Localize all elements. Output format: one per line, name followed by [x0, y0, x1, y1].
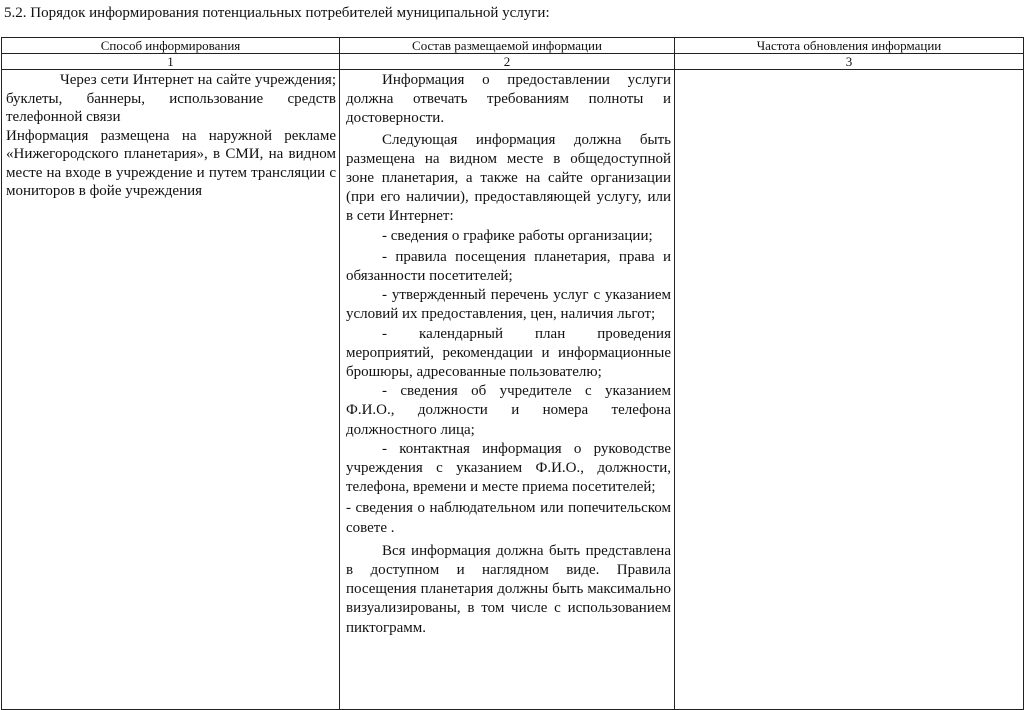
content-list-item: - календарный план проведения мероприятий, рекомендации и информационные брошюры, адресованные пользователю;	[346, 325, 671, 381]
section-heading: 5.2. Порядок информирования потенциальных потребителей муниципальной услуги:	[4, 5, 550, 21]
method-paragraph: Информация размещена на наружной рекламе «Нижегородского планетария», в СМИ, на видном месте на входе в учреждение и путем трансляции с мониторов в фойе учреждения	[6, 127, 336, 199]
column-number-3: 3	[675, 54, 1024, 70]
content-list-item: - сведения о графике работы организации;	[382, 227, 653, 244]
method-paragraph: Через сети Интернет на сайте учреждения; буклеты, баннеры, использование средств телефонной связи	[6, 72, 336, 125]
frequency-cell	[675, 70, 1024, 710]
method-cell	[2, 70, 340, 710]
column-number-2: 2	[340, 54, 675, 70]
column-number-row	[2, 54, 1024, 70]
content-paragraph: Следующая информация должна быть размещена на видном месте в общедоступной зоне планетария, а также на сайте организации (при его наличии), предоставляющей услугу, или в сети Интернет:	[346, 131, 671, 225]
content-cell	[340, 70, 675, 710]
content-list-item: - сведения об учредителе с указанием Ф.И.О., должности и номера телефона должностного лица;	[346, 383, 671, 438]
table-header-row	[2, 38, 1024, 54]
column-header-method: Способ информирования	[2, 38, 340, 54]
content-list-item: - сведения о наблюдательном или попечительском совете .	[346, 500, 671, 536]
informing-table	[1, 37, 1024, 710]
column-number-1: 1	[2, 54, 340, 70]
content-list-item: - контактная информация о руководстве учреждения с указанием Ф.И.О., должности, телефона, времени и месте приема посетителей;	[346, 440, 671, 496]
column-header-content: Состав размещаемой информации	[340, 38, 675, 54]
content-list-item: - утвержденный перечень услуг с указанием условий их предоставления, цен, наличия льгот;	[346, 287, 671, 323]
table-row	[2, 70, 1024, 710]
content-paragraph: Информация о предоставлении услуги должна отвечать требованиям полноты и достоверности.	[346, 72, 671, 127]
content-paragraph: Вся информация должна быть представлена в доступном и наглядном виде. Правила посещения планетария должны быть максимально визуализированы, в том числе с использованием пиктограмм.	[346, 542, 671, 636]
content-list-item: - правила посещения планетария, права и обязанности посетителей;	[346, 248, 671, 285]
column-header-frequency: Частота обновления информации	[675, 38, 1024, 54]
